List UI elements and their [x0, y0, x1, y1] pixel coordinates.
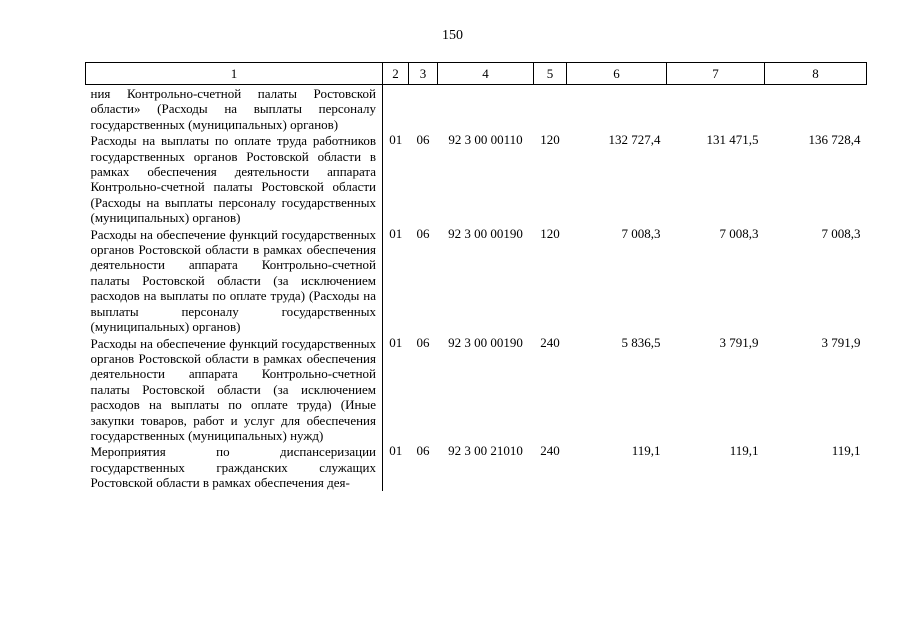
column-header-5: 5: [534, 63, 567, 85]
column-header-1: 1: [86, 63, 383, 85]
amount-col-6: 132 727,4: [608, 132, 661, 148]
target-article-code: 92 3 00 21010: [448, 443, 523, 459]
column-header-4: 4: [438, 63, 534, 85]
table-row: [86, 335, 867, 444]
amount-col-6: 5 836,5: [621, 334, 661, 350]
subsection-code: 06: [416, 225, 430, 241]
amount-col-8: 136 728,4: [808, 132, 861, 148]
column-header-3: 3: [409, 63, 438, 85]
table-row: [86, 443, 867, 490]
amount-col-6: [567, 85, 667, 133]
column-header-6: 6: [567, 63, 667, 85]
header-row: [86, 63, 867, 85]
row-description: Мероприятия по диспансеризации государственных гражданских служащих Ростовской области в рамках обеспечения дея-: [86, 443, 383, 490]
row-description: Расходы на обеспечение функций государственных органов Ростовской области в рамках обеспечения деятельности аппарата Контрольно-счетной палаты Ростовской области (за исключением расходов на выплаты по оплате труда) (Иные закупки товаров, работ и услуг для обеспечения государственных (муниципальных) нужд): [86, 335, 383, 444]
row-description: ния Контрольно-счетной палаты Ростовской области» (Расходы на выплаты персоналу государственных (муниципальных) органов): [86, 85, 383, 133]
table-row: [86, 226, 867, 335]
subsection-code: [409, 85, 438, 133]
target-article-code: 92 3 00 00190: [448, 334, 523, 350]
page-number: 150: [442, 28, 463, 43]
subsection-code: 06: [416, 443, 430, 459]
expense-type-code: 120: [540, 225, 560, 241]
subsection-code: 06: [416, 132, 430, 148]
amount-col-7: [667, 85, 765, 133]
amount-col-6: 7 008,3: [621, 225, 661, 241]
section-code: 01: [389, 334, 403, 350]
table-row: [86, 132, 867, 225]
amount-col-8: [765, 85, 867, 133]
table-header: [86, 63, 867, 85]
table-body: [86, 85, 867, 491]
row-description: Расходы на выплаты по оплате труда работников государственных органов Ростовской области в рамках обеспечения деятельности аппарата Контрольно-счетной палаты Ростовской области (Расходы на выплаты персоналу государственных (муниципальных) органов): [86, 132, 383, 225]
section-code: [383, 85, 409, 133]
table-row: [86, 85, 867, 133]
amount-col-6: 119,1: [631, 443, 661, 459]
section-code: 01: [389, 443, 403, 459]
subsection-code: 06: [416, 334, 430, 350]
column-header-7: 7: [667, 63, 765, 85]
target-article-code: [438, 85, 534, 133]
amount-col-7: 131 471,5: [706, 132, 759, 148]
amount-col-7: 7 008,3: [719, 225, 759, 241]
row-description: Расходы на обеспечение функций государственных органов Ростовской области в рамках обеспечения деятельности аппарата Контрольно-счетной палаты Ростовской области (за исключением расходов на выплаты по оплате труда) (Расходы на выплаты персоналу государственных (муниципальных) органов): [86, 226, 383, 335]
target-article-code: 92 3 00 00110: [448, 132, 523, 148]
amount-col-8: 119,1: [831, 443, 861, 459]
target-article-code: 92 3 00 00190: [448, 225, 523, 241]
expense-type-code: 240: [540, 334, 560, 350]
amount-col-7: 3 791,9: [719, 334, 759, 350]
expense-type-code: [534, 85, 567, 133]
section-code: 01: [389, 225, 403, 241]
amount-col-8: 7 008,3: [821, 225, 861, 241]
expense-type-code: 240: [540, 443, 560, 459]
amount-col-8: 3 791,9: [821, 334, 861, 350]
column-header-8: 8: [765, 63, 867, 85]
budget-table: [85, 62, 867, 491]
column-header-2: 2: [383, 63, 409, 85]
section-code: 01: [389, 132, 403, 148]
amount-col-7: 119,1: [729, 443, 759, 459]
expense-type-code: 120: [540, 132, 560, 148]
